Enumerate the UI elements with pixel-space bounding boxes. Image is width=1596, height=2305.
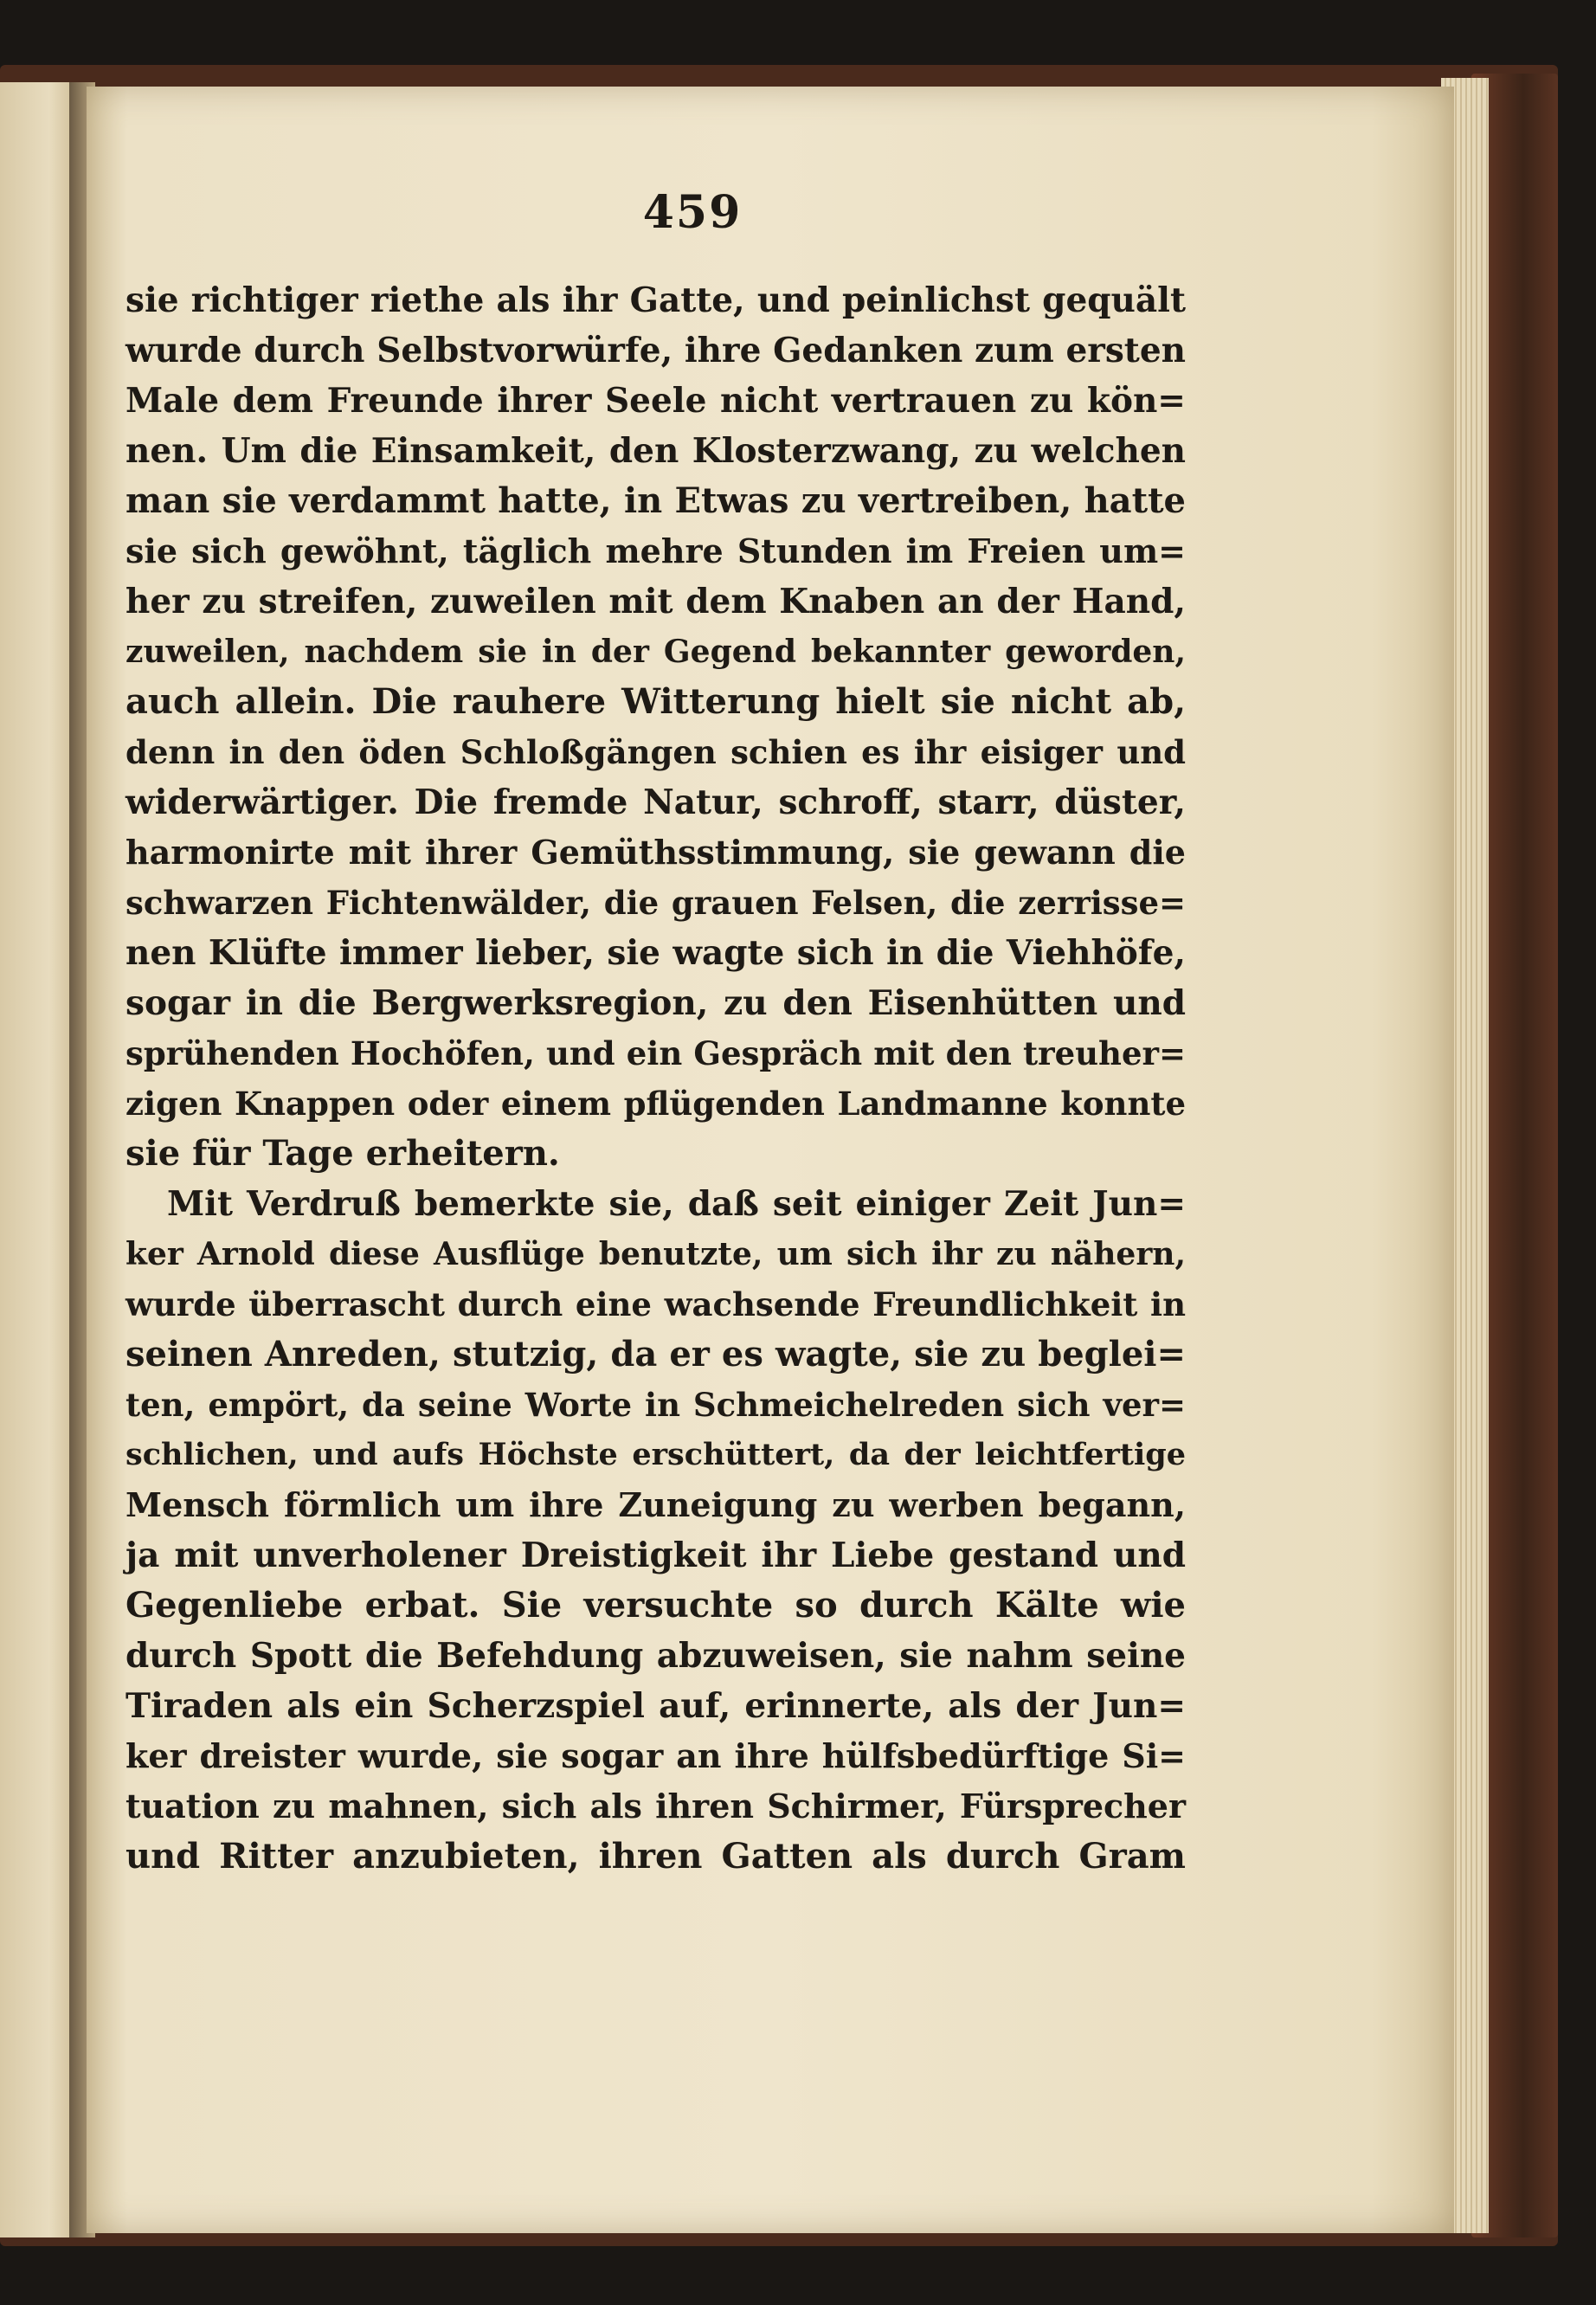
text-line: zigen Knappen oder einem pflügenden Landmanne konnte	[125, 1085, 1186, 1123]
text-line: sie richtiger riethe als ihr Gatte, und peinlichst gequält	[125, 280, 1186, 320]
text-line: her zu streifen, zuweilen mit dem Knaben an der Hand,	[125, 582, 1186, 621]
page-text	[125, 275, 1186, 1882]
text-line: wurde durch Selbstvorwürfe, ihre Gedanken zum ersten	[125, 331, 1186, 370]
text-line: harmonirte mit ihrer Gemüthsstimmung, sie gewann die	[125, 833, 1186, 872]
text-line: Gegenliebe erbat. Sie versuchte so durch Kälte wie	[125, 1585, 1186, 1626]
text-line: Mit Verdruß bemerkte sie, daß seit einiger Zeit Jun=	[167, 1184, 1186, 1224]
text-line: ker Arnold diese Ausflüge benutzte, um sich ihr zu nähern,	[125, 1236, 1186, 1272]
text-line: ja mit unverholener Dreistigkeit ihr Liebe gestand und	[125, 1536, 1186, 1575]
text-line: Tiraden als ein Scherzspiel auf, erinnerte, als der Jun=	[125, 1686, 1186, 1726]
text-line: wurde überrascht durch eine wachsende Freundlichkeit in	[125, 1285, 1186, 1323]
text-line: ker dreister wurde, sie sogar an ihre hülfsbedürftige Si=	[125, 1736, 1186, 1775]
text-line: nen. Um die Einsamkeit, den Klosterzwang, zu welchen	[125, 431, 1186, 471]
text-line: durch Spott die Befehdung abzuweisen, sie nahm seine	[125, 1636, 1186, 1676]
text-line: Mensch förmlich um ihre Zuneigung zu werben begann,	[125, 1485, 1186, 1524]
text-line: seinen Anreden, stutzig, da er es wagte, sie zu beglei=	[125, 1334, 1186, 1375]
text-line: ten, empört, da seine Worte in Schmeichelreden sich ver=	[125, 1386, 1186, 1424]
text-line: denn in den öden Schloßgängen schien es ihr eisiger und	[125, 733, 1186, 771]
text-line: man sie verdammt hatte, in Etwas zu vertreiben, hatte	[125, 480, 1186, 521]
text-line: Male dem Freunde ihrer Seele nicht vertrauen zu kön=	[125, 381, 1186, 421]
text-line: zuweilen, nachdem sie in der Gegend bekannter geworden,	[125, 634, 1186, 670]
text-line: tuation zu mahnen, sich als ihren Schirmer, Fürsprecher	[125, 1787, 1186, 1825]
text-line: auch allein. Die rauhere Witterung hielt sie nicht ab,	[125, 681, 1186, 722]
text-line: widerwärtiger. Die fremde Natur, schroff, starr, düster,	[125, 782, 1186, 822]
text-line: sogar in die Bergwerksregion, zu den Eisenhütten und	[125, 983, 1186, 1023]
text-line: schlichen, und aufs Höchste erschüttert, da der leichtfertige	[125, 1437, 1186, 1472]
text-line: sprühenden Hochöfen, und ein Gespräch mit den treuher=	[125, 1034, 1186, 1072]
text-line: sie sich gewöhnt, täglich mehre Stunden im Freien um=	[125, 531, 1186, 570]
text-line: nen Klüfte immer lieber, sie wagte sich in die Viehhöfe,	[125, 933, 1186, 973]
text-line: sie für Tage erheitern.	[125, 1133, 560, 1174]
text-line: schwarzen Fichtenwälder, die grauen Felsen, die zerrisse=	[125, 884, 1186, 922]
page-number: 459	[642, 186, 743, 239]
text-line: und Ritter anzubieten, ihren Gatten als durch Gram	[125, 1836, 1186, 1877]
